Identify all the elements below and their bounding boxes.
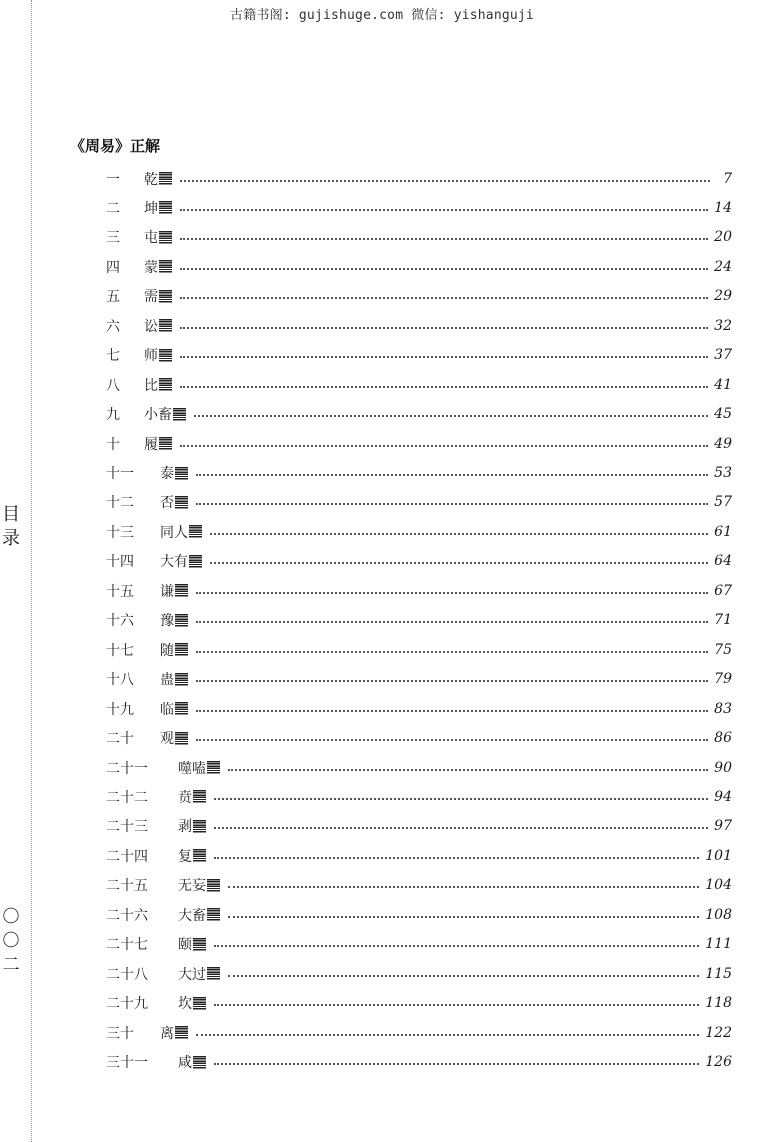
dot-leader	[196, 592, 708, 594]
dot-leader	[214, 798, 708, 800]
toc-row[interactable]	[106, 282, 732, 311]
hexagram-icon	[159, 260, 172, 273]
toc-row-title: 大有	[160, 554, 188, 571]
dot-leader	[180, 445, 708, 447]
toc-row-number: 六	[106, 318, 120, 335]
toc-row-number: 十五	[106, 583, 134, 600]
toc-row-title: 同人	[160, 524, 188, 541]
hexagram-icon	[193, 938, 206, 951]
toc-row-title: 观	[160, 731, 174, 748]
toc-row-number: 一	[106, 171, 120, 188]
toc-row[interactable]	[106, 1048, 732, 1077]
dot-leader	[214, 1063, 699, 1065]
toc-row[interactable]	[106, 576, 732, 605]
dot-leader	[180, 327, 708, 329]
toc-row-title: 坤	[144, 200, 158, 217]
toc-row-number: 二十	[106, 731, 134, 748]
toc-row-title: 大过	[178, 966, 206, 983]
toc-row-number: 十八	[106, 672, 134, 689]
hexagram-icon	[207, 879, 220, 892]
toc-row-page: 108	[705, 906, 732, 923]
toc-row-number: 十三	[106, 524, 134, 541]
toc-row-page: 126	[705, 1054, 732, 1070]
toc-row-number: 九	[106, 407, 120, 424]
toc-row-number: 二	[106, 200, 120, 217]
toc-row-page: 57	[714, 494, 732, 511]
toc-row[interactable]	[106, 517, 732, 546]
hexagram-icon	[193, 820, 206, 833]
toc-row-number: 二十七	[106, 937, 148, 954]
toc-row-title: 师	[144, 348, 158, 365]
toc-row-title: 泰	[160, 466, 174, 482]
toc-row[interactable]	[106, 724, 732, 753]
toc-row-title: 剥	[178, 819, 192, 836]
toc-row-number: 二十五	[106, 878, 148, 895]
dot-leader	[180, 386, 708, 388]
hexagram-icon	[207, 967, 220, 980]
toc-row[interactable]	[106, 782, 732, 811]
hexagram-icon	[159, 201, 172, 214]
dot-leader	[214, 1004, 699, 1006]
hexagram-icon	[159, 290, 172, 303]
toc-row-page: 118	[705, 995, 732, 1012]
dot-leader	[196, 651, 708, 653]
dot-leader	[228, 916, 699, 918]
toc-row-page: 24	[714, 258, 732, 275]
toc-row-title: 离	[160, 1025, 174, 1042]
hexagram-icon	[193, 849, 206, 862]
toc-row-page: 14	[714, 199, 732, 216]
toc-row[interactable]	[106, 812, 732, 841]
side-page-number: 〇 〇 二	[2, 907, 20, 975]
toc-row-title: 履	[144, 436, 158, 453]
dot-leader	[180, 297, 708, 299]
toc-row-number: 十一	[106, 466, 134, 482]
toc-row-page: 20	[714, 229, 732, 246]
hexagram-icon	[189, 525, 202, 538]
hexagram-icon	[159, 378, 172, 391]
dot-leader	[196, 503, 708, 505]
toc-row-page: 71	[714, 612, 732, 629]
toc-row-number: 五	[106, 289, 120, 306]
hexagram-icon	[189, 555, 202, 568]
toc-row-title: 贲	[178, 789, 192, 806]
dot-leader	[210, 533, 708, 535]
toc-row-number: 三十	[106, 1025, 134, 1042]
toc-row[interactable]	[106, 193, 732, 222]
dot-leader	[196, 710, 708, 712]
dot-leader	[196, 680, 708, 682]
toc-row-page: 53	[714, 465, 732, 481]
toc-row[interactable]	[106, 1018, 732, 1047]
toc-row-title: 蒙	[144, 259, 158, 276]
toc-row[interactable]	[106, 547, 732, 576]
toc-row-number: 十四	[106, 554, 134, 571]
dot-leader	[180, 180, 710, 182]
toc-row-number: 四	[106, 259, 120, 276]
toc-row-number: 二十三	[106, 819, 148, 836]
toc-row-number: 二十九	[106, 996, 148, 1013]
hexagram-icon	[193, 1056, 206, 1069]
section-title: 《周易》正解	[70, 137, 161, 155]
toc-row[interactable]	[106, 459, 732, 488]
toc-row-number: 三十一	[106, 1055, 148, 1071]
dot-leader	[196, 621, 708, 623]
toc-row-page: 122	[705, 1024, 732, 1041]
toc-row-page: 79	[714, 671, 732, 688]
toc-row[interactable]	[106, 488, 732, 517]
hexagram-icon	[159, 349, 172, 362]
toc-row[interactable]	[106, 871, 732, 900]
hexagram-icon	[175, 467, 188, 480]
toc-row[interactable]	[106, 900, 732, 929]
dot-leader	[214, 857, 699, 859]
toc-row[interactable]	[106, 635, 732, 664]
toc-row-title: 颐	[178, 937, 192, 954]
toc-row[interactable]	[106, 341, 732, 370]
toc-row-page: 101	[705, 847, 732, 864]
toc-row-page: 64	[714, 553, 732, 570]
binding-edge	[31, 0, 32, 1142]
dot-leader	[196, 1034, 699, 1036]
toc-row[interactable]	[106, 694, 732, 723]
toc-row-page: 67	[714, 582, 732, 599]
toc-row-page: 83	[714, 700, 732, 717]
dot-leader	[180, 268, 708, 270]
toc-row[interactable]	[106, 930, 732, 959]
toc-row[interactable]	[106, 606, 732, 635]
toc-row-number: 二十八	[106, 966, 148, 983]
dot-leader	[196, 739, 708, 741]
dot-leader	[210, 562, 708, 564]
hexagram-icon	[207, 761, 220, 774]
hexagram-icon	[175, 1026, 188, 1039]
toc-row-title: 无妄	[178, 878, 206, 895]
toc-row-title: 屯	[144, 230, 158, 247]
watermark: 古籍书阁: gujishuge.com 微信: yishanguji	[230, 8, 534, 23]
toc-row[interactable]	[106, 370, 732, 399]
toc-row-title: 咸	[178, 1055, 192, 1071]
hexagram-icon	[175, 702, 188, 715]
toc-row-number: 二十六	[106, 907, 148, 924]
hexagram-icon	[175, 673, 188, 686]
toc-row[interactable]	[106, 311, 732, 340]
hexagram-icon	[193, 790, 206, 803]
toc-row-title: 乾	[144, 171, 158, 188]
dot-leader	[196, 474, 708, 476]
toc-row-number: 二十二	[106, 789, 148, 806]
toc-row-page: 37	[714, 347, 732, 364]
toc-row-title: 否	[160, 495, 174, 512]
toc-row-page: 86	[714, 730, 732, 747]
toc-row-title: 豫	[160, 613, 174, 630]
toc-row[interactable]	[106, 841, 732, 870]
hexagram-icon	[159, 319, 172, 332]
toc-row[interactable]	[106, 164, 732, 193]
dot-leader	[214, 945, 699, 947]
toc-row-page: 41	[714, 376, 732, 393]
toc-row-number: 十二	[106, 495, 134, 512]
dot-leader	[228, 769, 708, 771]
toc-row-number: 十六	[106, 613, 134, 630]
toc-row-page: 97	[714, 818, 732, 835]
toc-row-number: 七	[106, 348, 120, 365]
side-label-contents: 目 录	[2, 504, 20, 549]
dot-leader	[228, 975, 699, 977]
toc-row[interactable]	[106, 252, 732, 281]
toc-row-page: 7	[723, 170, 732, 187]
toc-row[interactable]	[106, 223, 732, 252]
toc-row[interactable]	[106, 400, 732, 429]
toc-row-number: 十九	[106, 701, 134, 718]
toc-row[interactable]	[106, 989, 732, 1018]
toc-row[interactable]	[106, 665, 732, 694]
toc-row-title: 临	[160, 701, 174, 718]
dot-leader	[180, 238, 708, 240]
toc-row-title: 需	[144, 289, 158, 306]
toc-row-page: 104	[705, 877, 732, 894]
dot-leader	[228, 886, 699, 888]
toc-row-title: 噬嗑	[178, 760, 206, 777]
hexagram-icon	[193, 997, 206, 1010]
hexagram-icon	[207, 908, 220, 921]
toc-row-page: 61	[714, 523, 732, 540]
toc-row-title: 比	[144, 377, 158, 394]
toc-row-title: 小畜	[144, 407, 172, 424]
toc-row-page: 94	[714, 788, 732, 805]
toc-row-page: 29	[714, 288, 732, 305]
toc-row-number: 十	[106, 436, 120, 453]
toc-row-title: 随	[160, 642, 174, 659]
toc-row-title: 蛊	[160, 672, 174, 689]
hexagram-icon	[173, 408, 186, 421]
toc-row[interactable]	[106, 753, 732, 782]
hexagram-icon	[175, 732, 188, 745]
toc-row-number: 八	[106, 377, 120, 394]
toc-row-page: 75	[714, 641, 732, 658]
dot-leader	[180, 356, 708, 358]
toc-row-page: 115	[705, 965, 732, 982]
toc-row-page: 32	[714, 317, 732, 334]
toc-row-title: 坎	[178, 996, 192, 1013]
toc-row-title: 大畜	[178, 907, 206, 924]
toc-row[interactable]	[106, 429, 732, 458]
toc-row-page: 45	[714, 406, 732, 423]
toc-row[interactable]	[106, 959, 732, 988]
dot-leader	[194, 415, 708, 417]
toc-row-number: 十七	[106, 642, 134, 659]
hexagram-icon	[175, 584, 188, 597]
toc-row-title: 复	[178, 848, 192, 865]
hexagram-icon	[159, 231, 172, 244]
dot-leader	[214, 827, 708, 829]
toc-row-title: 谦	[160, 583, 174, 600]
toc-row-number: 二十一	[106, 760, 148, 777]
dot-leader	[180, 209, 708, 211]
toc-row-page: 111	[705, 936, 732, 953]
hexagram-icon	[175, 614, 188, 627]
toc-row-page: 49	[714, 435, 732, 452]
hexagram-icon	[159, 437, 172, 450]
hexagram-icon	[175, 643, 188, 656]
hexagram-icon	[159, 172, 172, 185]
toc-row-number: 三	[106, 230, 120, 247]
toc-row-page: 90	[714, 759, 732, 776]
hexagram-icon	[175, 496, 188, 509]
toc-row-number: 二十四	[106, 848, 148, 865]
toc-row-title: 讼	[144, 318, 158, 335]
